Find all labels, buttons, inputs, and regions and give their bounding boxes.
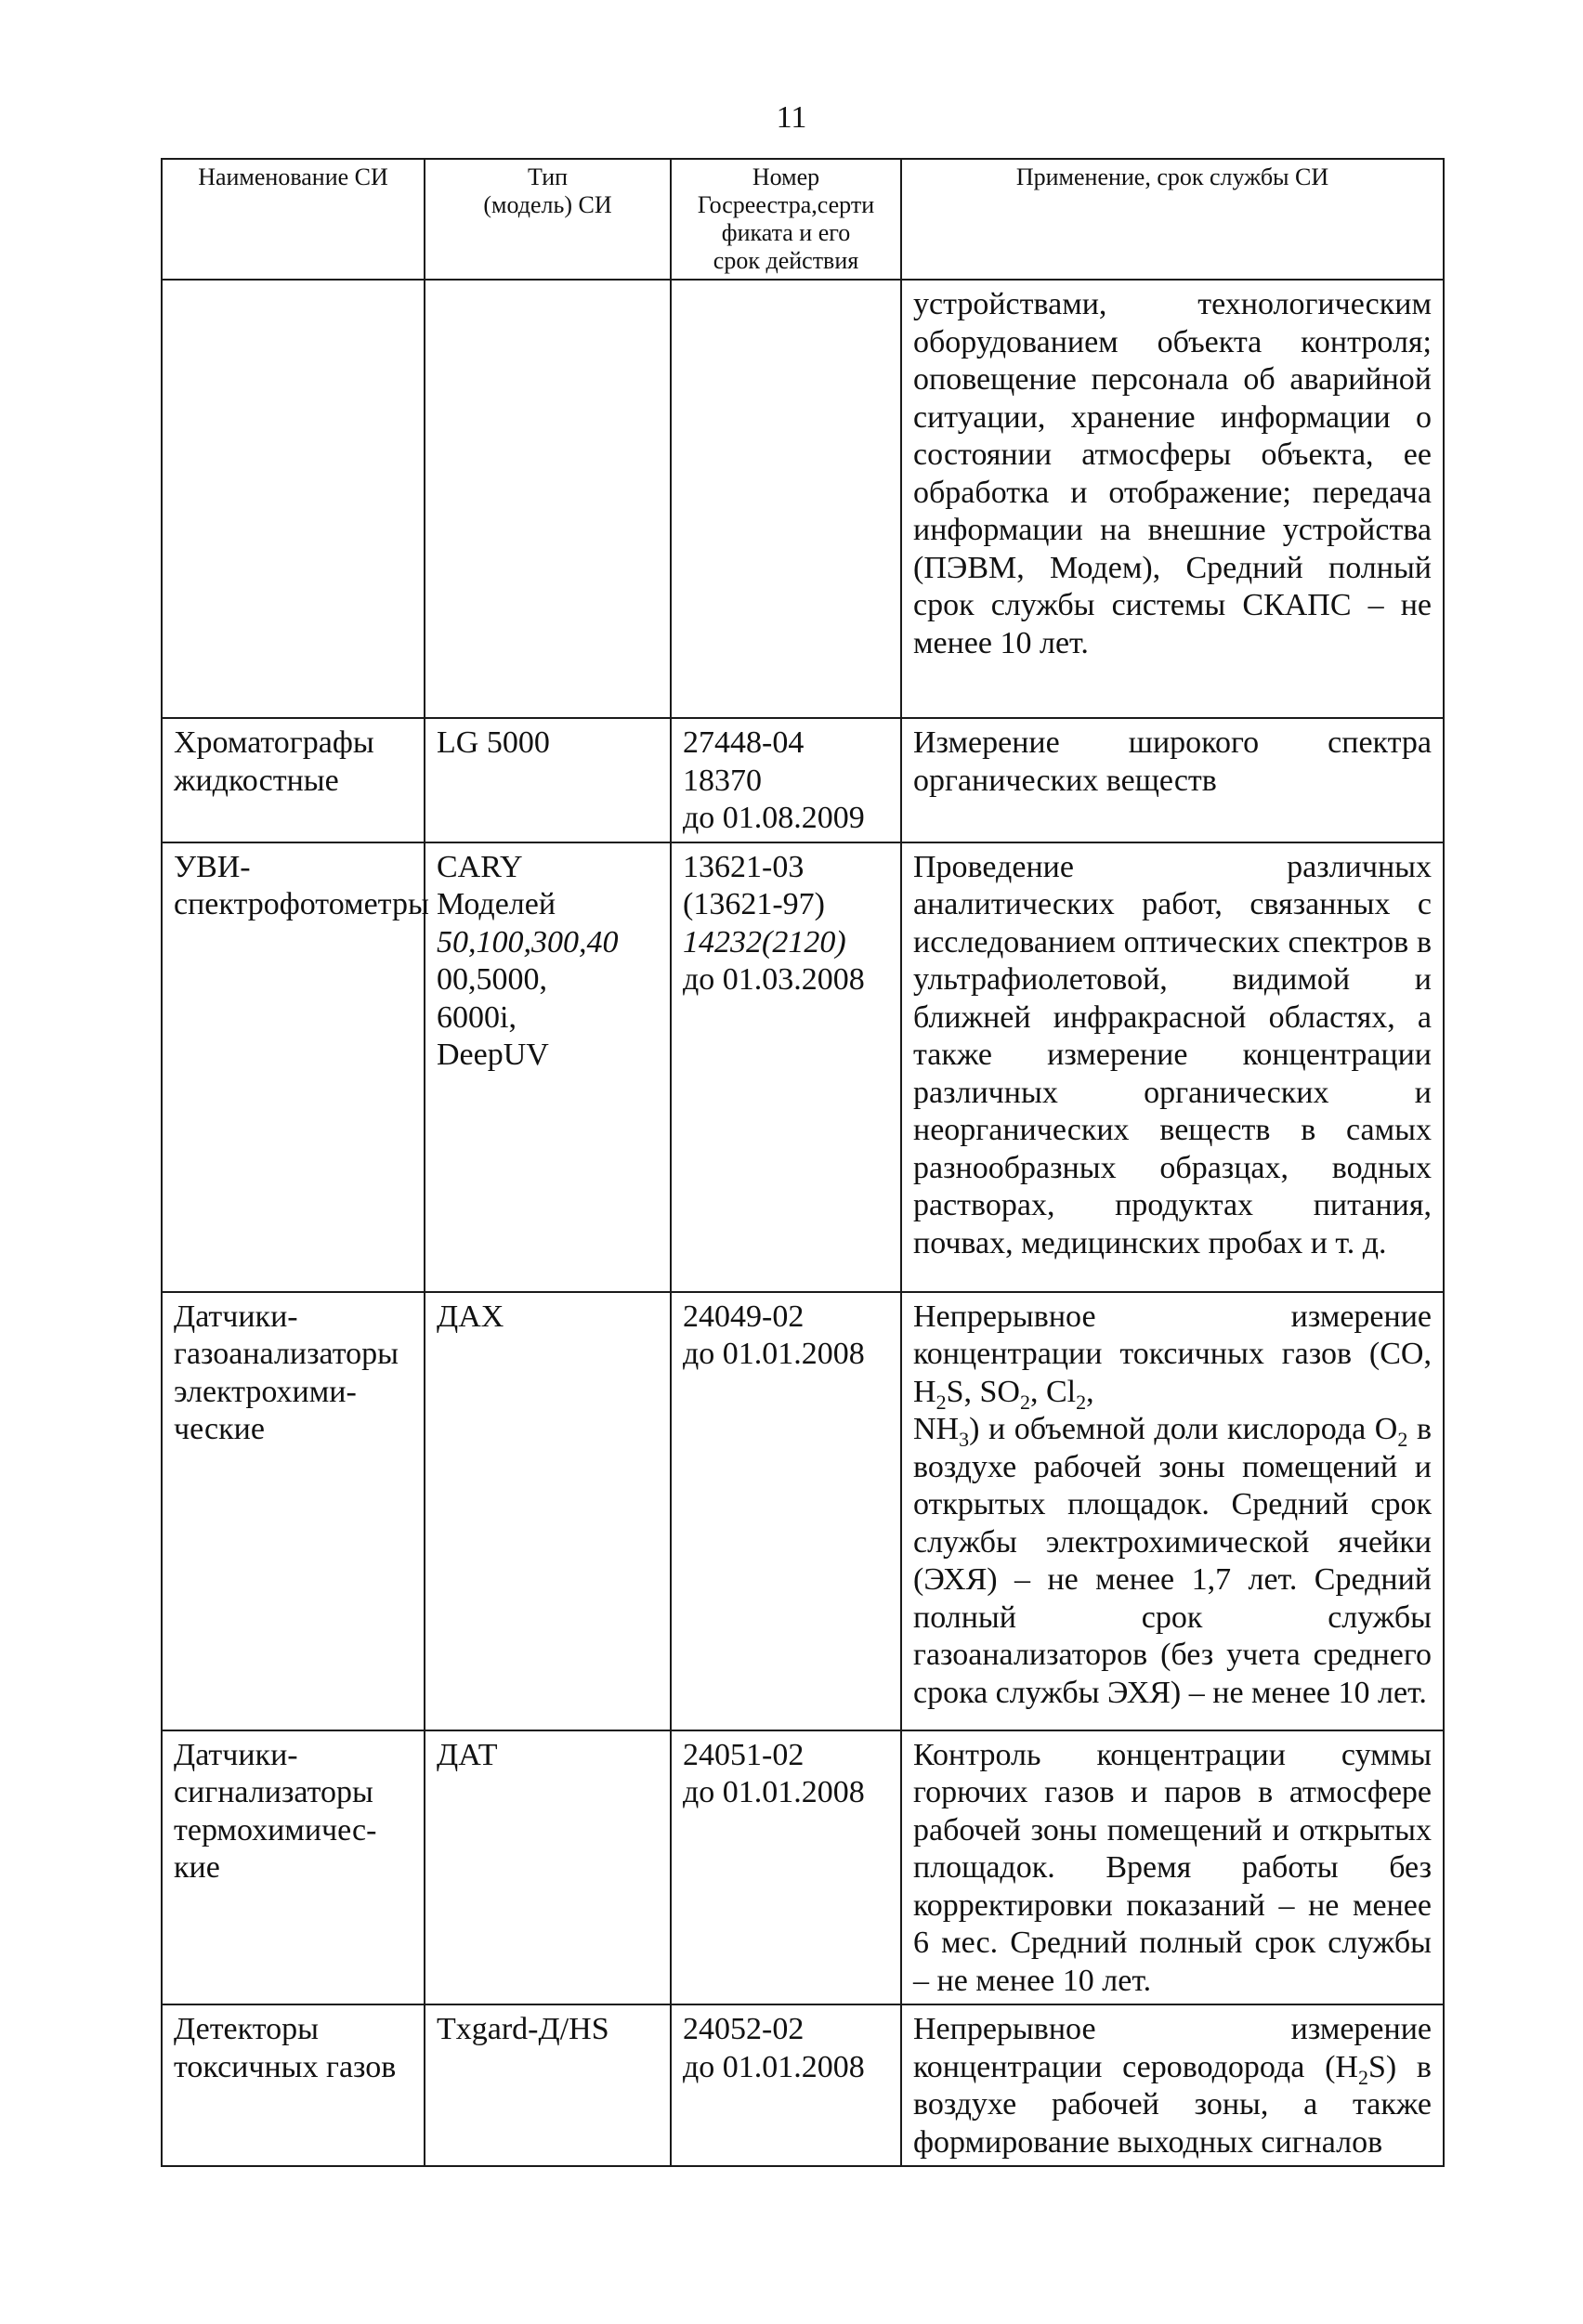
table-row xyxy=(162,2004,1444,2166)
number-line: 14232(2120) xyxy=(683,924,846,960)
cell-type: ДАТ xyxy=(425,1730,671,2005)
cell-type: Txgard-Д/HS xyxy=(425,2004,671,2166)
app-text: , Cl xyxy=(1029,1374,1077,1409)
subscript: 2 xyxy=(1019,1390,1030,1414)
cell-application: Проведение различных аналитических работ, связанных с исследованием оптических спектров в ультрафиолетовой, видимой и ближней инфракрасной областях, а также измерение концентрации различных органических и неорганических веществ в самых разнообразных образцах, водных растворах, продуктах питания, почвах, медицинских пробах и т. д. xyxy=(901,842,1444,1292)
type-line: DeepUV xyxy=(437,1038,549,1072)
cell-name xyxy=(162,280,425,718)
measurement-instruments-table xyxy=(161,158,1445,2167)
number-line: 18370 xyxy=(683,763,762,798)
cell-type xyxy=(425,842,671,1292)
app-text: , xyxy=(1086,1374,1094,1409)
app-text: NH xyxy=(913,1412,960,1446)
number-line: 27448-04 xyxy=(683,725,805,760)
number-line: до 01.08.2009 xyxy=(683,801,865,835)
number-line: 24051-02 xyxy=(683,1737,805,1772)
header-application: Применение, срок службы СИ xyxy=(901,159,1444,280)
cell-name: Детекторы токсичных газов xyxy=(162,2004,425,2166)
type-line: 6000i, xyxy=(437,999,517,1035)
cell-type xyxy=(425,280,671,718)
subscript: 3 xyxy=(959,1427,970,1451)
header-type-line1: Тип xyxy=(527,163,569,190)
header-type xyxy=(425,159,671,280)
subscript: 2 xyxy=(1357,2065,1368,2089)
cell-application: устройствами, технологическим оборудованием объекта контроля; оповещение персонала об аварийной ситуации, хранение информации о состоянии атмосферы объекта, ее обработка и отображение; передача информации на внешние устройства (ПЭВМ, Модем), Средний полный срок службы системы СКАПС – не менее 10 лет. xyxy=(901,280,1444,718)
cell-application: Контроль концентрации суммы горючих газов и паров в атмосфере рабочей зоны помещений и открытых площадок. Время работы без корректировки показаний – не менее 6 мес. Средний полный срок службы – не менее 10 лет. xyxy=(901,1730,1444,2005)
cell-number xyxy=(671,280,901,718)
number-line: 13621-03 xyxy=(683,849,805,884)
header-number-line3: фиката и его xyxy=(721,219,851,246)
cell-name: УВИ-спектрофотометры xyxy=(162,842,425,1292)
app-text: S, SO xyxy=(946,1374,1020,1409)
type-line: 00,5000, xyxy=(437,962,547,997)
cell-name: Хроматографы жидкостные xyxy=(162,718,425,842)
app-text: S) в воздухе рабочей зоны, а также формирование выходных сигналов xyxy=(913,2049,1432,2160)
cell-application xyxy=(901,1292,1444,1730)
table-row xyxy=(162,280,1444,718)
number-line: 24052-02 xyxy=(683,2012,805,2046)
app-text: Непрерывное измерение концентрации токсичных газов (CO, H xyxy=(913,1299,1432,1409)
header-number-line1: Номер xyxy=(752,163,820,190)
app-text: ) и объемной доли кислорода O xyxy=(969,1412,1398,1446)
number-line: до 01.01.2008 xyxy=(683,1775,865,1809)
table-row xyxy=(162,718,1444,842)
header-type-line2: (модель) СИ xyxy=(483,191,612,218)
table-row xyxy=(162,1292,1444,1730)
header-number-line4: срок действия xyxy=(713,247,859,274)
cell-type: ДАХ xyxy=(425,1292,671,1730)
subscript: 2 xyxy=(1397,1427,1408,1451)
header-name: Наименование СИ xyxy=(162,159,425,280)
header-number xyxy=(671,159,901,280)
number-line: (13621-97) xyxy=(683,887,825,921)
number-line: 24049-02 xyxy=(683,1299,805,1334)
cell-name: Датчики-газоанализаторы электрохими-ческие xyxy=(162,1292,425,1730)
page-number: 11 xyxy=(776,100,807,135)
number-line: до 01.01.2008 xyxy=(683,1337,865,1371)
cell-application: Измерение широкого спектра органических веществ xyxy=(901,718,1444,842)
table-header-row xyxy=(162,159,1444,280)
cell-application xyxy=(901,2004,1444,2166)
cell-number xyxy=(671,842,901,1292)
type-line: Моделей xyxy=(437,887,556,921)
subscript: 2 xyxy=(1076,1390,1087,1414)
table-row xyxy=(162,842,1444,1292)
cell-number xyxy=(671,2004,901,2166)
table-row xyxy=(162,1730,1444,2005)
cell-number xyxy=(671,718,901,842)
app-text: в воздухе рабочей зоны помещений и открытых площадок. Средний срок службы электрохимической ячейки (ЭХЯ) – не менее 1,7 лет. Средний полный срок службы газоанализаторов (без учета среднего срока службы ЭХЯ) – не менее 10 лет. xyxy=(913,1412,1433,1710)
number-line: до 01.01.2008 xyxy=(683,2049,865,2084)
type-line: 50,100,300,40 xyxy=(437,924,619,960)
number-line: до 01.03.2008 xyxy=(683,962,865,997)
cell-number xyxy=(671,1292,901,1730)
cell-type: LG 5000 xyxy=(425,718,671,842)
subscript: 2 xyxy=(935,1390,947,1414)
app-text: Непрерывное измерение концентрации сероводорода (H xyxy=(913,2012,1432,2084)
header-number-line2: Госреестра,серти xyxy=(697,191,875,218)
cell-name: Датчики-сигнализаторы термохимичес-кие xyxy=(162,1730,425,2005)
type-line: CARY xyxy=(437,849,523,884)
cell-number xyxy=(671,1730,901,2005)
